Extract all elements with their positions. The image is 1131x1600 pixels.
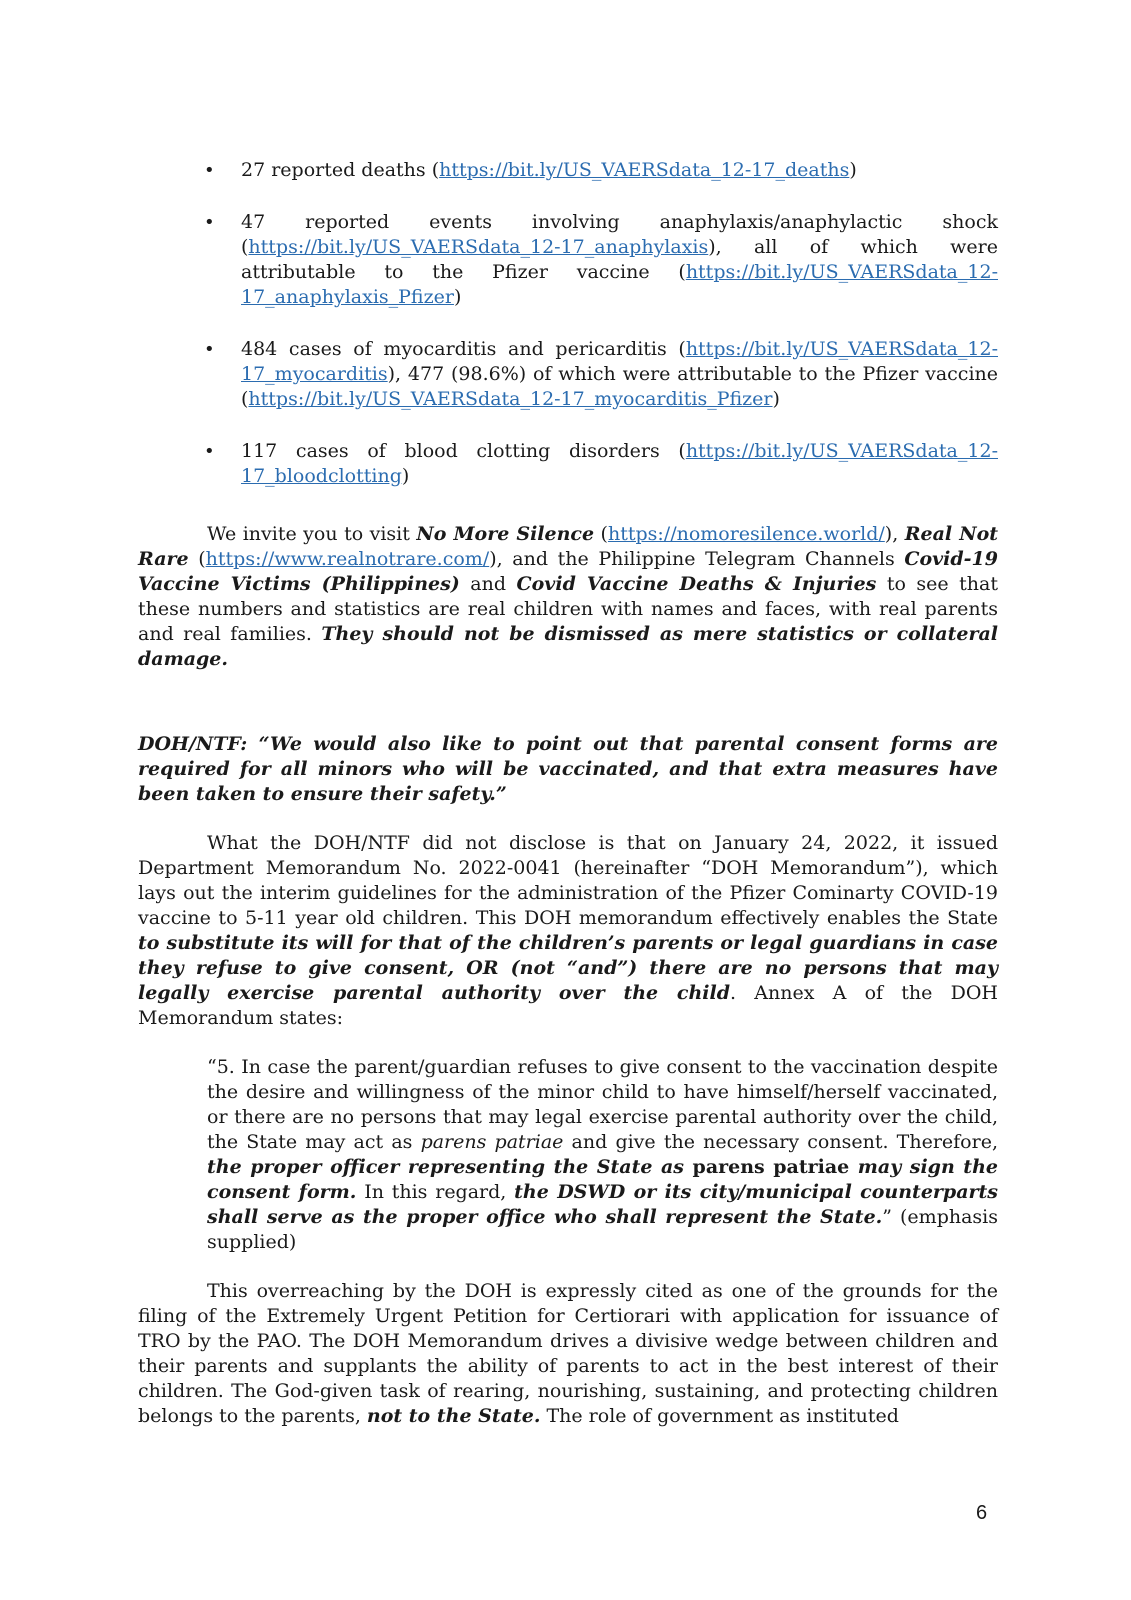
text-run: (: [594, 523, 608, 545]
page-content: [138, 158, 998, 1429]
item-text: ), all of which were attributable to the Pfizer vaccine (: [241, 236, 998, 283]
link-vaers-myocarditis-pfizer[interactable]: https://bit.ly/US_VAERSdata_12-17_myocarditis_Pfizer: [248, 388, 773, 410]
quote-label: DOH/NTF:: [138, 733, 248, 755]
emphasis-dswd: the DSWD or its city/municipal counterparts shall serve as the proper office who shall represent the State.: [207, 1181, 999, 1228]
item-text: ): [772, 388, 780, 410]
list-item-anaphylaxis: [138, 210, 998, 310]
item-text: 117 cases of blood clotting disorders (: [241, 440, 686, 462]
link-vaers-myocarditis[interactable]: https://bit.ly/US_VAERSdata_12-17_myocarditis: [241, 338, 998, 385]
item-text: ): [849, 159, 857, 181]
link-realnotrare[interactable]: https://www.realnotrare.com/: [205, 548, 490, 570]
emphasis-channel-2: Covid Vaccine Deaths & Injuries: [516, 573, 877, 595]
quote-text: “We would also like to point out that parental consent forms are required for all minors who will be vaccinated, and that extra measures have been taken to ensure their safety.”: [138, 733, 998, 805]
emphasis-not-state: not to the State.: [366, 1405, 541, 1427]
page-number: 6: [976, 1502, 988, 1524]
item-text: 484 cases of myocarditis and pericarditis (: [241, 338, 686, 360]
text-run: ), and the Philippine Telegram Channels: [489, 548, 905, 570]
text-run: “5. In case the parent/guardian refuses to give consent to the vaccination despite the desire and willingness of the minor child to have himself/herself vaccinated, or there are no persons that may legal exercise parental authority over the child, the State may act as: [207, 1056, 998, 1153]
emphasis-parens-patriae: parens patriae: [692, 1156, 850, 1178]
text-run: and give the necessary consent. Therefore,: [563, 1131, 998, 1153]
link-vaers-anaphylaxis-pfizer[interactable]: https://bit.ly/US_VAERSdata_12-17_anaphylaxis_Pfizer: [241, 261, 998, 308]
emphasis-channel-1: Covid-19 Vaccine Victims (Philippines): [138, 548, 998, 595]
item-text: ): [453, 286, 462, 308]
emphasis-no-more-silence: No More Silence: [416, 523, 595, 545]
emphasis-sign-consent: may sign the consent form.: [207, 1156, 998, 1203]
text-run: (: [188, 548, 206, 570]
text-run: This overreaching by the DOH is expressly cited as one of the grounds for the filing of the Extremely Urgent Petition for Certiorari with application for issuance of TRO by the PAO. The DOH Memorandum drives a divisive wedge between children and their parents and supplants the ability of parents to act in the best interest of their children. The God-given task of rearing, nourishing, sustaining, and protecting children belongs to the parents,: [138, 1280, 998, 1427]
text-run: ” (emphasis supplied): [207, 1206, 999, 1253]
item-text: 27 reported deaths (: [241, 159, 440, 181]
link-vaers-deaths[interactable]: https://bit.ly/US_VAERSdata_12-17_deaths: [439, 159, 850, 181]
annex-block-quote: [207, 1055, 998, 1255]
emphasis-closing: They should not be dismissed as mere statistics or collateral damage.: [138, 623, 998, 670]
emphasis-proper-officer: the proper officer representing the State as: [207, 1156, 693, 1178]
text-run: ),: [884, 523, 905, 545]
link-vaers-bloodclotting[interactable]: https://bit.ly/US_VAERSdata_12-17_bloodclotting: [241, 440, 998, 487]
link-vaers-anaphylaxis[interactable]: https://bit.ly/US_VAERSdata_12-17_anaphylaxis: [248, 236, 709, 258]
item-text: ), 477 (98.6%) of which were attributable to the Pfizer vaccine (: [241, 363, 998, 410]
text-run: In this regard,: [356, 1181, 515, 1203]
doh-ntf-quote: [138, 732, 998, 807]
text-run: to see that these numbers and statistics are real children with names and faces, with real parents and real families.: [138, 573, 998, 645]
text-run: What the DOH/NTF did not disclose is that on January 24, 2022, it issued Department Memorandum No. 2022-0041 (hereinafter “DOH Memorandum”), which lays out the interim guidelines for the administration of the Pfizer Cominarty COVID-19 vaccine to 5-11 year old children. This DOH memorandum effectively enables the State: [138, 832, 998, 929]
overreach-paragraph: [138, 1279, 998, 1429]
emphasis-substitute-will: to substitute its will for that of the children’s parents or legal guardians in case they refuse to give consent, OR (not “and”) there are no persons that may legally exercise parental authority over the child: [138, 932, 998, 1004]
italic-parens-patriae: parens patriae: [420, 1131, 564, 1153]
invite-paragraph: [138, 522, 998, 672]
text-run: . Annex A of the DOH Memorandum states:: [138, 982, 998, 1029]
item-text: ): [401, 465, 410, 487]
item-text: 47 reported events involving anaphylaxis/anaphylactic shock (: [241, 211, 998, 258]
text-run: and: [459, 573, 517, 595]
text-run: The role of government as instituted: [540, 1405, 899, 1427]
statistics-list: [138, 158, 998, 489]
list-item-bloodclotting: [138, 439, 998, 489]
emphasis-real-not-rare: Real Not Rare: [138, 523, 999, 570]
text-run: We invite you to visit: [207, 523, 417, 545]
list-item-deaths: [138, 158, 998, 183]
memorandum-paragraph: [138, 831, 998, 1031]
link-nomoresilence[interactable]: https://nomoresilence.world/: [607, 523, 885, 545]
list-item-myocarditis: [138, 337, 998, 412]
